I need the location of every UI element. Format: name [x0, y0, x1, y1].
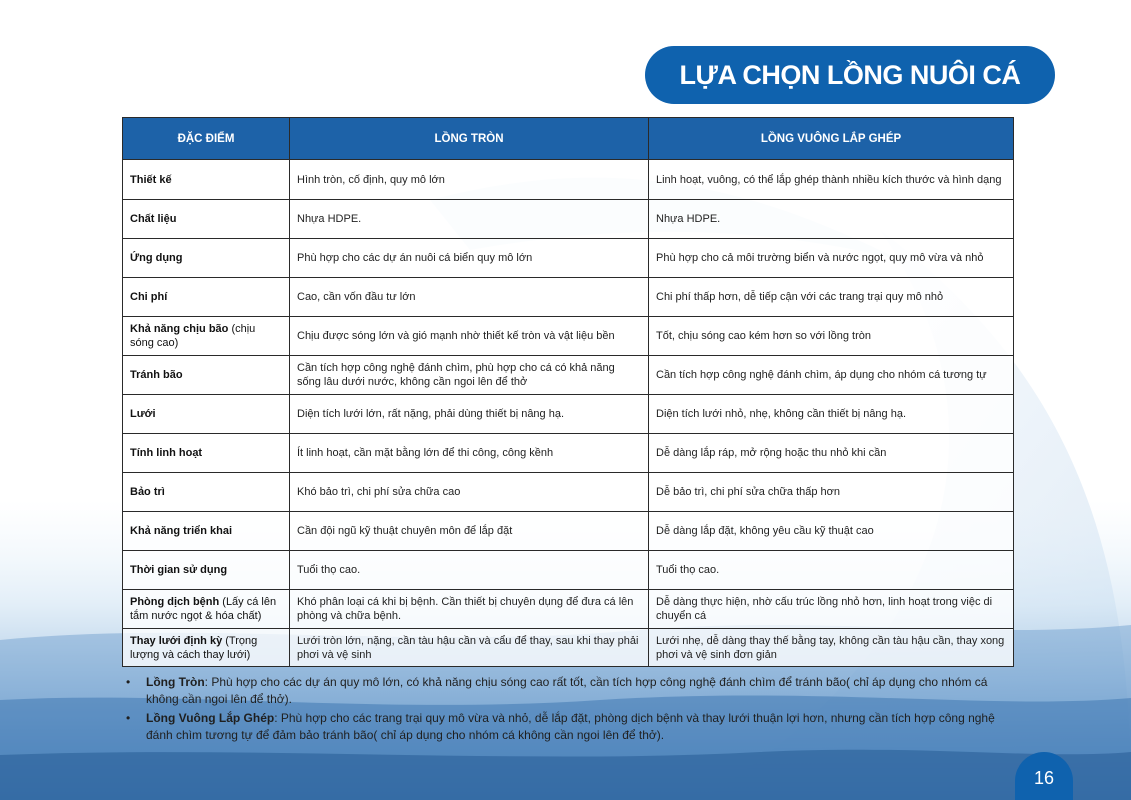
round-cell: Ít linh hoạt, cần mặt bằng lớn để thi công, công kềnh	[290, 434, 649, 473]
round-cell: Cao, cần vốn đầu tư lớn	[290, 278, 649, 317]
header-square-cage: LỒNG VUÔNG LẮP GHÉP	[649, 118, 1014, 160]
table-row	[123, 512, 1014, 551]
page-title: LỰA CHỌN LỒNG NUÔI CÁ	[679, 59, 1021, 90]
round-cell: Chịu được sóng lớn và gió mạnh nhờ thiết kế tròn và vật liệu bền	[290, 317, 649, 356]
comparison-table	[122, 117, 1014, 667]
table-row	[123, 590, 1014, 629]
feature-note: (Trọng lượng và cách thay lưới)	[130, 634, 258, 661]
table-row	[123, 278, 1014, 317]
square-cell: Chi phí thấp hơn, dễ tiếp cận với các trang trại quy mô nhỏ	[649, 278, 1014, 317]
feature-cell	[123, 590, 290, 629]
header-round-cage: LỒNG TRÒN	[290, 118, 649, 160]
feature-cell	[123, 629, 290, 667]
table-row	[123, 160, 1014, 200]
note-label: Lồng Vuông Lắp Ghép	[146, 711, 275, 725]
feature-cell	[123, 200, 290, 239]
feature-cell	[123, 278, 290, 317]
list-item	[120, 710, 1000, 744]
bullet-icon: •	[126, 711, 131, 725]
table-row	[123, 356, 1014, 395]
feature-cell	[123, 551, 290, 590]
round-cell: Phù hợp cho các dự án nuôi cá biển quy mô lớn	[290, 239, 649, 278]
feature-cell	[123, 434, 290, 473]
feature-cell	[123, 395, 290, 434]
feature-cell	[123, 473, 290, 512]
square-cell: Cần tích hợp công nghệ đánh chìm, áp dụng cho nhóm cá tương tự	[649, 356, 1014, 395]
square-cell: Phù hợp cho cả môi trường biển và nước ngọt, quy mô vừa và nhỏ	[649, 239, 1014, 278]
feature-label: Thiết kế	[130, 173, 172, 186]
note-label: Lồng Tròn	[146, 675, 205, 689]
feature-label: Chất liệu	[130, 213, 177, 225]
feature-cell	[123, 239, 290, 278]
table-row	[123, 551, 1014, 590]
round-cell: Cần tích hợp công nghệ đánh chìm, phù hợp cho cá có khả năng sống lâu dưới nước, không cần ngoi lên để thở	[290, 356, 649, 395]
square-cell: Dễ dàng lắp đặt, không yêu cầu kỹ thuật cao	[649, 512, 1014, 551]
round-cell: Hình tròn, cố định, quy mô lớn	[290, 160, 649, 200]
table-row	[123, 317, 1014, 356]
bullet-icon: •	[126, 675, 131, 689]
feature-note: (Lấy cá lên tắm nước ngọt & hóa chất)	[130, 596, 277, 622]
feature-note: (chịu sóng cao)	[130, 323, 256, 349]
feature-label: Khả năng chịu bão	[130, 323, 229, 335]
round-cell: Khó phân loại cá khi bị bệnh. Cần thiết bị chuyên dụng để đưa cá lên phòng và chữa bệnh.	[290, 590, 649, 629]
summary-notes	[120, 674, 1000, 746]
list-item	[120, 674, 1000, 708]
table-row	[123, 629, 1014, 667]
table-header-row	[123, 118, 1014, 160]
feature-label: Phòng dịch bệnh	[130, 596, 220, 608]
header-feature: ĐẶC ĐIỂM	[123, 118, 290, 160]
round-cell: Cần đội ngũ kỹ thuật chuyên môn để lắp đặt	[290, 512, 649, 551]
square-cell: Dễ dàng thực hiện, nhờ cấu trúc lồng nhỏ hơn, linh hoạt trong việc di chuyển cá	[649, 590, 1014, 629]
feature-cell	[123, 356, 290, 395]
feature-label: Chi phí	[130, 291, 168, 303]
feature-cell	[123, 317, 290, 356]
feature-label: Thay lưới định kỳ	[130, 634, 223, 647]
title-banner	[645, 46, 1055, 104]
square-cell: Lưới nhẹ, dễ dàng thay thế bằng tay, không cần tàu hậu cần, thay xong phơi và vệ sinh đơn giản	[649, 629, 1014, 667]
square-cell: Dễ bảo trì, chi phí sửa chữa thấp hơn	[649, 473, 1014, 512]
square-cell: Tuổi thọ cao.	[649, 551, 1014, 590]
feature-label: Lưới	[130, 408, 156, 420]
square-cell: Linh hoạt, vuông, có thể lắp ghép thành nhiều kích thước và hình dạng	[649, 160, 1014, 200]
note-text: : Phù hợp cho các dự án quy mô lớn, có khả năng chịu sóng cao rất tốt, cần tích hợp công nghệ đánh chìm để tránh bão( chỉ áp dụng cho nhóm cá không cần ngoi lên để thở).	[146, 675, 988, 706]
round-cell: Lưới tròn lớn, nặng, cần tàu hậu cần và cẩu để thay, sau khi thay phải phơi và vệ sinh	[290, 629, 649, 667]
table-row	[123, 434, 1014, 473]
round-cell: Nhựa HDPE.	[290, 200, 649, 239]
square-cell: Tốt, chịu sóng cao kém hơn so với lồng tròn	[649, 317, 1014, 356]
feature-cell	[123, 160, 290, 200]
table-row	[123, 395, 1014, 434]
feature-label: Bảo trì	[130, 486, 165, 498]
round-cell: Khó bảo trì, chi phí sửa chữa cao	[290, 473, 649, 512]
feature-cell	[123, 512, 290, 551]
feature-label: Tránh bão	[130, 369, 183, 381]
square-cell: Nhựa HDPE.	[649, 200, 1014, 239]
page-number: 16	[1033, 767, 1055, 788]
feature-label: Tính linh hoạt	[130, 447, 203, 459]
square-cell: Dễ dàng lắp ráp, mở rộng hoặc thu nhỏ khi cần	[649, 434, 1014, 473]
note-text: : Phù hợp cho các trang trại quy mô vừa và nhỏ, dễ lắp đặt, phòng dịch bệnh và thay lưới thuận lợi hơn, nhưng cần tích hợp công nghệ đánh chìm tương tự để đảm bảo tránh bão( chỉ áp dụng cho nhóm cá không cần ngoi lên để thở).	[146, 711, 995, 742]
feature-label: Thời gian sử dụng	[130, 564, 228, 576]
table-row	[123, 239, 1014, 278]
square-cell: Diện tích lưới nhỏ, nhẹ, không cần thiết bị nâng hạ.	[649, 395, 1014, 434]
table-row	[123, 200, 1014, 239]
feature-label: Khả năng triển khai	[130, 525, 233, 537]
feature-label: Ứng dụng	[130, 252, 183, 264]
table-row	[123, 473, 1014, 512]
round-cell: Diện tích lưới lớn, rất nặng, phải dùng thiết bị nâng hạ.	[290, 395, 649, 434]
round-cell: Tuổi thọ cao.	[290, 551, 649, 590]
